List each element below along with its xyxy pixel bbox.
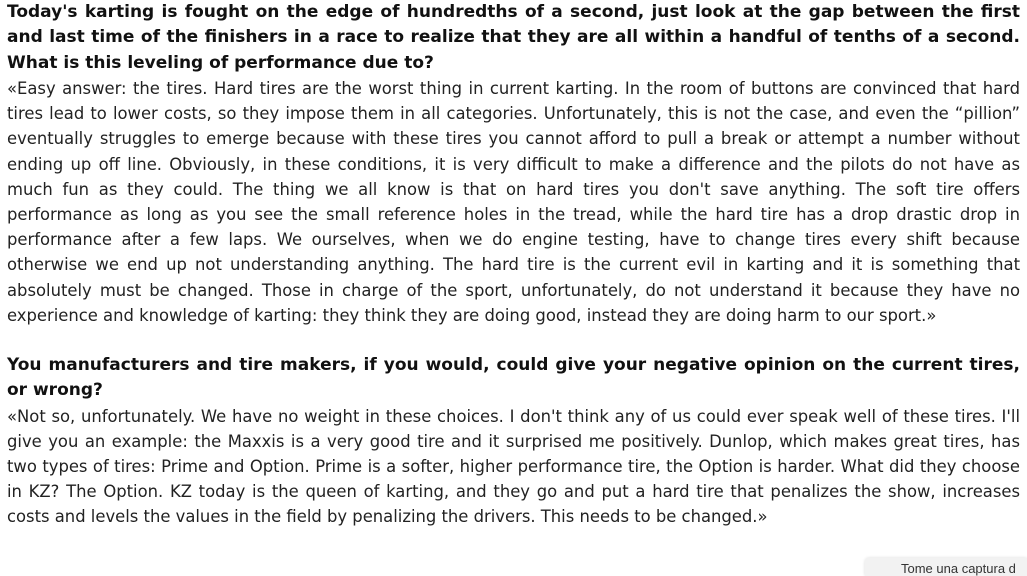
article-body [7,0,1020,530]
question-1: Today's karting is fought on the edge of hundredths of a second, just look at the gap between the first and last time of the finishers in a race to realize that they are all within a handful of tenths of a second. What is this leveling of performance due to? [7,2,1020,73]
question-2: You manufacturers and tire makers, if you would, could give your negative opinion on the current tires, or wrong? [7,354,1020,401]
answer-1: «Easy answer: the tires. Hard tires are the worst thing in current karting. In the room of buttons are convinced that hard tires lead to lower costs, so they impose them in all categories. Unfortunately, this is not the case, and even the “pillion” eventually struggles to emerge because with these tires you cannot afford to pull a break or attempt a number without ending up off line. Obviously, in these conditions, it is very difficult to make a difference and the pilots do not have as much fun as they could. The thing we all know is that on hard tires you don't save anything. The soft tire offers performance as long as you see the small reference holes in the tread, while the hard tire has a drop drastic drop in performance after a few laps. We ourselves, when we do engine testing, have to change tires every shift because otherwise we end up not understanding anything. The hard tire is the current evil in karting and it is something that absolutely must be changed. Those in charge of the sport, unfortunately, do not understand it because they have no experience and knowledge of karting: they think they are doing good, instead they are doing harm to our sport.» [7,78,1020,325]
screenshot-notification-text: Tome una captura d [901,561,1016,576]
paragraph-spacer [7,328,1020,353]
answer-2: «Not so, unfortunately. We have no weight in these choices. I don't think any of us could ever speak well of these tires. I'll give you an example: the Maxxis is a very good tire and it surprised me positively. Dunlop, which makes great tires, has two types of tires: Prime and Option. Prime is a softer, higher performance tire, the Option is harder. What did they choose in KZ? The Option. KZ today is the queen of karting, and they go and put a hard tire that penalizes the show, increases costs and levels the values in the field by penalizing the drivers. This needs to be changed.» [7,406,1020,527]
screenshot-notification[interactable] [865,558,1027,576]
